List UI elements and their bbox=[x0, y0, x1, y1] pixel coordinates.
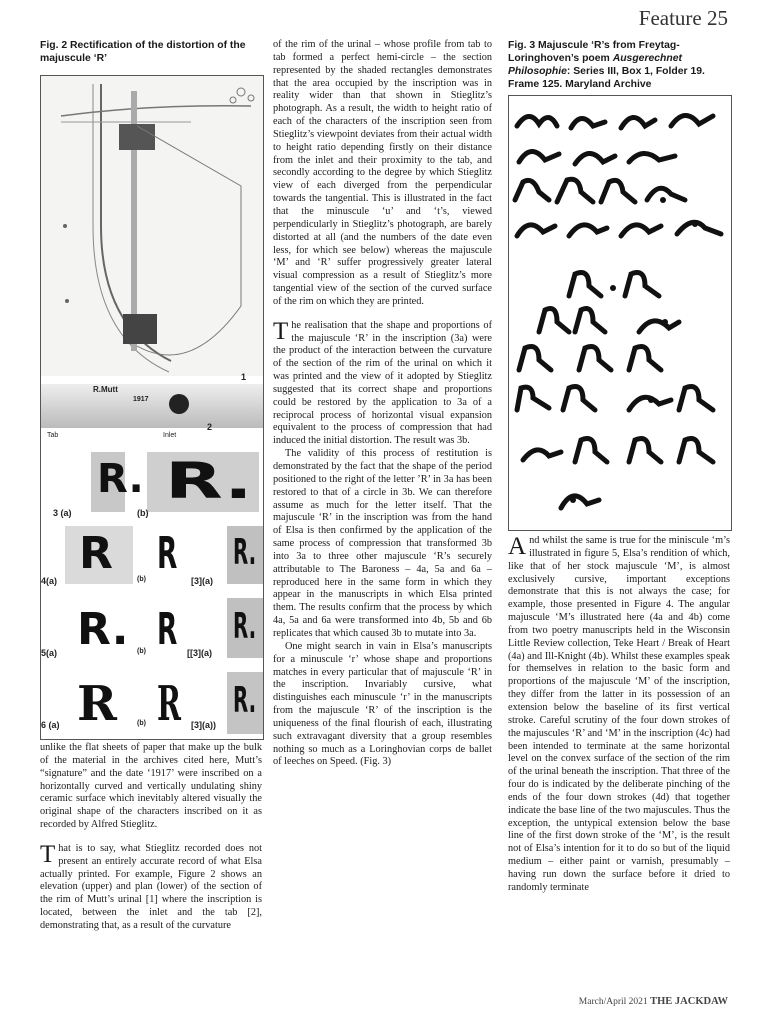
r4a-letter: R bbox=[79, 528, 113, 579]
inlet-label: Inlet bbox=[163, 432, 177, 439]
drop-cap: A bbox=[508, 533, 527, 560]
row5-label-c: [[3](a) bbox=[187, 648, 212, 658]
row5-label-b: (b) bbox=[137, 648, 146, 655]
r5c-letter: R. bbox=[233, 606, 257, 647]
issue-date: March/April 2021 bbox=[578, 997, 648, 1007]
col1-paragraph-1: unlike the flat sheets of paper that make up the bulk of the material in the archives cited here, Mutt’s “signature” and the date ‘1917’ were inscribed on a horizontally curved and vertically undulating shiny ceramic surface which inevitably altered visually the original shape of the characters inscribed on it as recorded by Alfred Stieglitz. bbox=[40, 742, 262, 831]
row5-label-a: 5(a) bbox=[41, 648, 58, 658]
figure-2 bbox=[40, 75, 264, 740]
r4b-letter: R bbox=[157, 528, 178, 579]
row4-label-a: 4(a) bbox=[41, 576, 58, 586]
col3-paragraph-1: And whilst the same is true for the miniscule ‘m’s illustrated in figure 5, Elsa’s rendition of which, like that of her stock majuscule ‘M’, is almost exclusively cursive, important exceptions demonstrate that this is not always the case; for example, those presented in Figure 4. The angular majuscule ‘M’s illustrated here (4a and 4b) come from two poetry manuscripts held in the Wisconsin Little Review collection, Teke Heart / Break of Heart (4a) and Ill-Knight (4b). Whilst these examples speak for themselves in relation to the basic form and proportions of the majuscule ‘M’ of the inscription, they differ from the latter in its possession of an extension below the baseline of its first vertical stroke. Careful scrutiny of the four down strokes of the majuscules ‘R’ and ‘M’ in the inscription (4c) had been intended to terminate at the same horizontal level on the convex surface of the section of the rim of the urinal beneath the inscription. That three of the four do is indicated by the deliberate pinching of the ends of the four down strokes (4d) that together indicate the base line of the two majuscules. Thus the exception, the untypical extension below the base line of the first down stroke of the ‘M’, is the result not of Elsa’s intention for it to do so but of the liquid medium – either paint or varnish, presumably – having run down the surface before it dried to randomly terminate bbox=[508, 533, 730, 893]
fig3-caption: Fig. 3 Majuscule ‘R’s from Freytag-Loringhoven’s poem Ausgerechnet Philosophie: Series III, Box 1, Folder 19. Frame 125. Maryland Archive bbox=[508, 40, 705, 90]
r3a-letter: R. bbox=[97, 456, 144, 502]
section-title: Feature bbox=[638, 6, 702, 30]
row6-label-a: 6 (a) bbox=[41, 720, 60, 730]
fig2-label-2: 2 bbox=[207, 422, 213, 432]
r6b-letter: R bbox=[157, 676, 181, 732]
row4-label-c: [3](a) bbox=[191, 576, 213, 586]
figure-3 bbox=[508, 95, 732, 531]
row3-label-a: 3 (a) bbox=[53, 508, 72, 518]
row6-label-c: [3](a)) bbox=[191, 720, 216, 730]
row6-label-b: (b) bbox=[137, 720, 146, 727]
column-2-text bbox=[273, 39, 492, 769]
page-header bbox=[639, 6, 728, 31]
col2-paragraph-1: of the rim of the urinal – whose profile from tab to tab formed a perfect hemi-circle – the section represented by the shaded rectangles demonstrates that the area occupied by the inscription was in reality wider than that shown in Stieglitz’s photograph. As a result, the width to height ratio of each of the characters of the inscription seen from Stieglitz’s viewpoint deviates from their actual width to height ratio depending firstly on their distance from the inlet and their proximity to the tab, and secondly according to the degree by which Stieglitz view of each diverged from the perpendicular towards the tangential. This is illustrated in the fact that the minuscule ‘u’ and ‘t’s, viewed perpendicularly in Stieglitz’s photograph, are barely distorted at all (and the numbers of the date even less, for which see below) whereas the majuscule ‘M’ and ‘R’ suffer progressively greater lateral visual compression as a result of Stieglitz’s more tangential view of the section of the curved surface of the rim on which they are printed. bbox=[273, 39, 492, 307]
publication-name: THE JACKDAW bbox=[650, 996, 728, 1007]
inlet-hole bbox=[169, 394, 189, 414]
r5a-letter: R. bbox=[77, 604, 129, 655]
fig2-label-1: 1 bbox=[241, 372, 247, 382]
col2-paragraph-4: One might search in vain in Elsa’s manuscripts for a minuscule ‘r’ whose shape and proportions matches in every particular that of majuscule ‘R’ in the inscription. Invariably cursive, what distinguishes each minuscule ‘r’ in the manuscripts from the majuscule ‘R’ of the inscription is the uniqueness of the final flourish of each, illustrating such extravagant diversity that a group resembles nothing so much as a Loringhovian corps de ballet of leeches on Speed. (Fig. 3) bbox=[273, 640, 492, 768]
page-number: 25 bbox=[707, 6, 728, 30]
column-3-text bbox=[508, 535, 730, 895]
drop-cap: T bbox=[40, 840, 56, 868]
page-footer bbox=[579, 996, 728, 1007]
rim-elevation-drawing bbox=[41, 76, 263, 376]
r4c-letter: R. bbox=[233, 532, 257, 573]
tab-label: Tab bbox=[47, 432, 59, 439]
signature-year: 1917 bbox=[133, 396, 149, 403]
r5b-letter: R bbox=[157, 604, 178, 655]
rmutt-signature: R.Mutt bbox=[93, 385, 118, 394]
col1-paragraph-2: That is to say, what Stieglitz recorded does not present an entirely accurate record of what Elsa actually printed. For example, Figure 2 shows an elevation (upper) and plan (lower) of the section of the rim of Mutt’s urinal [1] where the inscription is located, between the inlet and the tab [2], demonstrating that, as a result of the curvature bbox=[40, 840, 262, 931]
r3b-letter: R. bbox=[165, 452, 253, 510]
col2-paragraph-2: The realisation that the shape and proportions of the majuscule ‘R’ in the inscription (3a) were the product of the interaction between the curvature of the section of the rim of the urinal on which it was printed and the view of it adopted by Stieglitz suggested that its correct shape and proportions could be restored by the application to 3a of a reciprocal process of horizontal visual expansion equivalent to the process of compression that had induced the initial distortion. The result was 3b. bbox=[273, 317, 492, 447]
r6c-letter: R. bbox=[233, 680, 257, 721]
drop-cap: T bbox=[273, 317, 289, 345]
r6a-letter: R bbox=[77, 676, 117, 732]
fig2-caption: Fig. 2 Rectification of the distortion of the majuscule ‘R’ bbox=[40, 40, 246, 64]
row4-label-b: (b) bbox=[137, 576, 146, 583]
column-1-text bbox=[40, 742, 262, 933]
col2-paragraph-3: The validity of this process of restitution is demonstrated by the fact that the shape of the period positioned to the right of the letter ’R’ in 3a has been restored to that of a circle in 3b. We can therefore assume as much for the letter itself. That the majuscule ‘R’ in the inscription was from the hand of Elsa is then confirmed by the application of the same process of compression that transformed 3b into 3a to three other majuscule ‘R’s securely attributable to The Baroness – 4a, 5a and 6a – reproduced here in the same form in which they appear in the manuscripts in which Elsa printed them. The results confirm that the process by which 4a, 5a and 6a were transformed into 4b, 5b and 6b replicates that which caused 3b to mutate into 3a. bbox=[273, 448, 492, 639]
rim-photo bbox=[41, 384, 263, 428]
cursive-r-specimens bbox=[509, 96, 731, 530]
row3-label-b: (b) bbox=[137, 508, 149, 518]
